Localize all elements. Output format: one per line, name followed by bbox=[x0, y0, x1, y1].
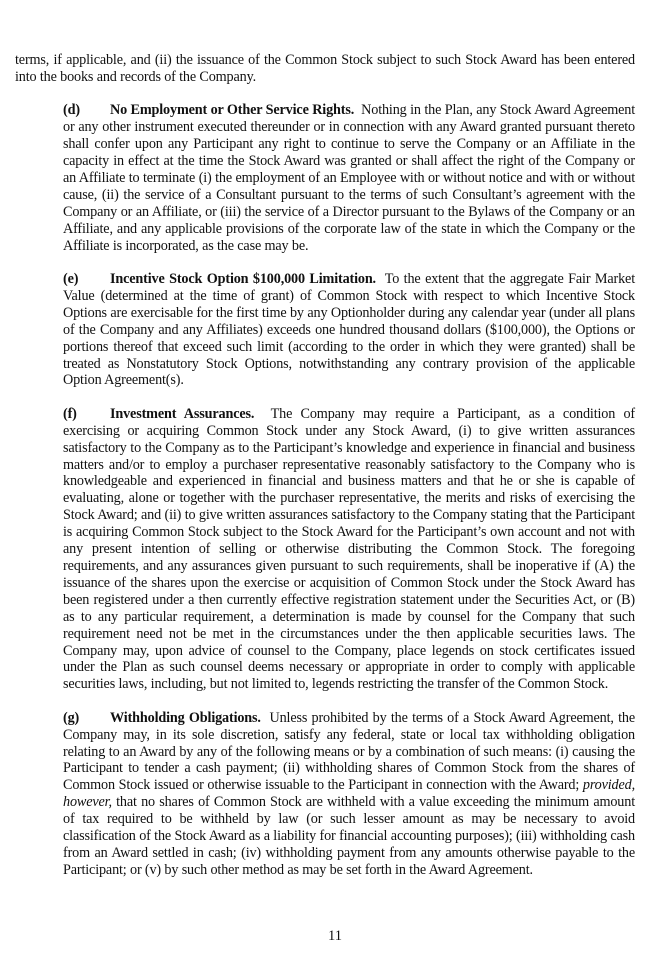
section-body: To the extent that the aggregate Fair Market Value (determined at the time of grant) of Common Stock with respect to which Incentive Stock Options are exercisable for the first time by any Optionholder during any calendar year (under all plans of the Company and any Affiliates) exceeds one hundred thousand dollars ($100,000), the Options or portions thereof that exceed such limit (according to the order in which they were granted) shall be treated as Nonstatutory Stock Options, notwithstanding any contrary provision of the applicable Option Agreement(s). bbox=[63, 270, 635, 389]
section-e bbox=[15, 271, 635, 389]
page-number: 11 bbox=[328, 928, 342, 944]
section-label: (f) bbox=[63, 405, 77, 422]
section-g bbox=[15, 710, 635, 879]
section-f bbox=[15, 406, 635, 693]
section-label: (e) bbox=[63, 270, 79, 287]
section-d bbox=[15, 102, 635, 254]
document-page bbox=[15, 52, 635, 895]
section-heading: No Employment or Other Service Rights. bbox=[110, 102, 355, 119]
section-body: The Company may require a Participant, as a condition of exercising or acquiring Common Stock under any Stock Award, (i) to give written assurances satisfactory to the Company as to the Participant’s knowledge and experience in financial and business matters and/or to employ a purchaser representative reasonably satisfactory to the Company who is knowledgeable and experienced in financial and business matters and that he or she is capable of evaluating, alone or together with the purchaser representative, the merits and risks of exercising the Stock Award; and (ii) to give written assurances satisfactory to the Company stating that the Participant is acquiring Common Stock subject to the Stock Award for the Participant’s own account and not with any present intention of selling or otherwise distributing the Common Stock. The foregoing requirements, and any assurances given pursuant to such requirements, shall be inoperative if (A) the issuance of the shares upon the exercise or acquisition of Common Stock under the Stock Award has been registered under a then currently effective registration statement under the Securities Act, or (B) as to any particular requirement, a determination is made by counsel for the Company that such requirement need not be met in the circumstances under the then applicable securities laws. The Company may, upon advice of counsel to the Company, place legends on stock certificates issued under the Plan as such counsel deems necessary or appropriate in order to comply with applicable securities laws, including, but not limited to, legends restricting the transfer of the Common Stock. bbox=[63, 405, 635, 693]
section-body-continued: that no shares of Common Stock are withheld with a value exceeding the minimum amount of tax required to be withheld by law (or such lesser amount as may be necessary to avoid classification of the Stock Award as a liability for financial accounting purposes); (iii) withholding cash from an Award settled in cash; (iv) withholding payment from any amounts otherwise payable to the Participant; or (v) by such other method as may be set forth in the Award Agreement. bbox=[63, 794, 635, 878]
section-body: Unless prohibited by the terms of a Stock Award Agreement, the Company may, in its sole discretion, satisfy any federal, state or local tax withholding obligation relating to an Award by any of the following means or by a combination of such means: (i) causing the Participant to tender a cash payment; (ii) withholding shares of Common Stock from the shares of Common Stock issued or otherwise issuable to the Participant in connection with the Award; bbox=[63, 709, 635, 794]
section-heading: Investment Assurances. bbox=[110, 405, 255, 422]
section-label: (d) bbox=[63, 102, 80, 119]
section-heading: Withholding Obligations. bbox=[110, 709, 261, 726]
section-label: (g) bbox=[63, 709, 80, 726]
continuation-paragraph: terms, if applicable, and (ii) the issuance of the Common Stock subject to such Stock Award has been entered into the books and records of the Company. bbox=[15, 52, 635, 85]
section-italic-proviso: provided, however, bbox=[63, 777, 635, 811]
section-body: Nothing in the Plan, any Stock Award Agreement or any other instrument executed thereunder or in connection with any Award granted pursuant thereto shall confer upon any Participant any right to continue to serve the Company or an Affiliate in the capacity in effect at the time the Stock Award was granted or shall affect the right of the Company or an Affiliate to terminate (i) the employment of an Employee with or without notice and with or without cause, (ii) the service of a Consultant pursuant to the terms of such Consultant’s agreement with the Company or an Affiliate, or (iii) the service of a Director pursuant to the Bylaws of the Company or an Affiliate, and any applicable provisions of the corporate law of the state in which the Company or the Affiliate is incorporated, as the case may be. bbox=[63, 102, 636, 254]
section-heading: Incentive Stock Option $100,000 Limitation. bbox=[110, 270, 376, 287]
